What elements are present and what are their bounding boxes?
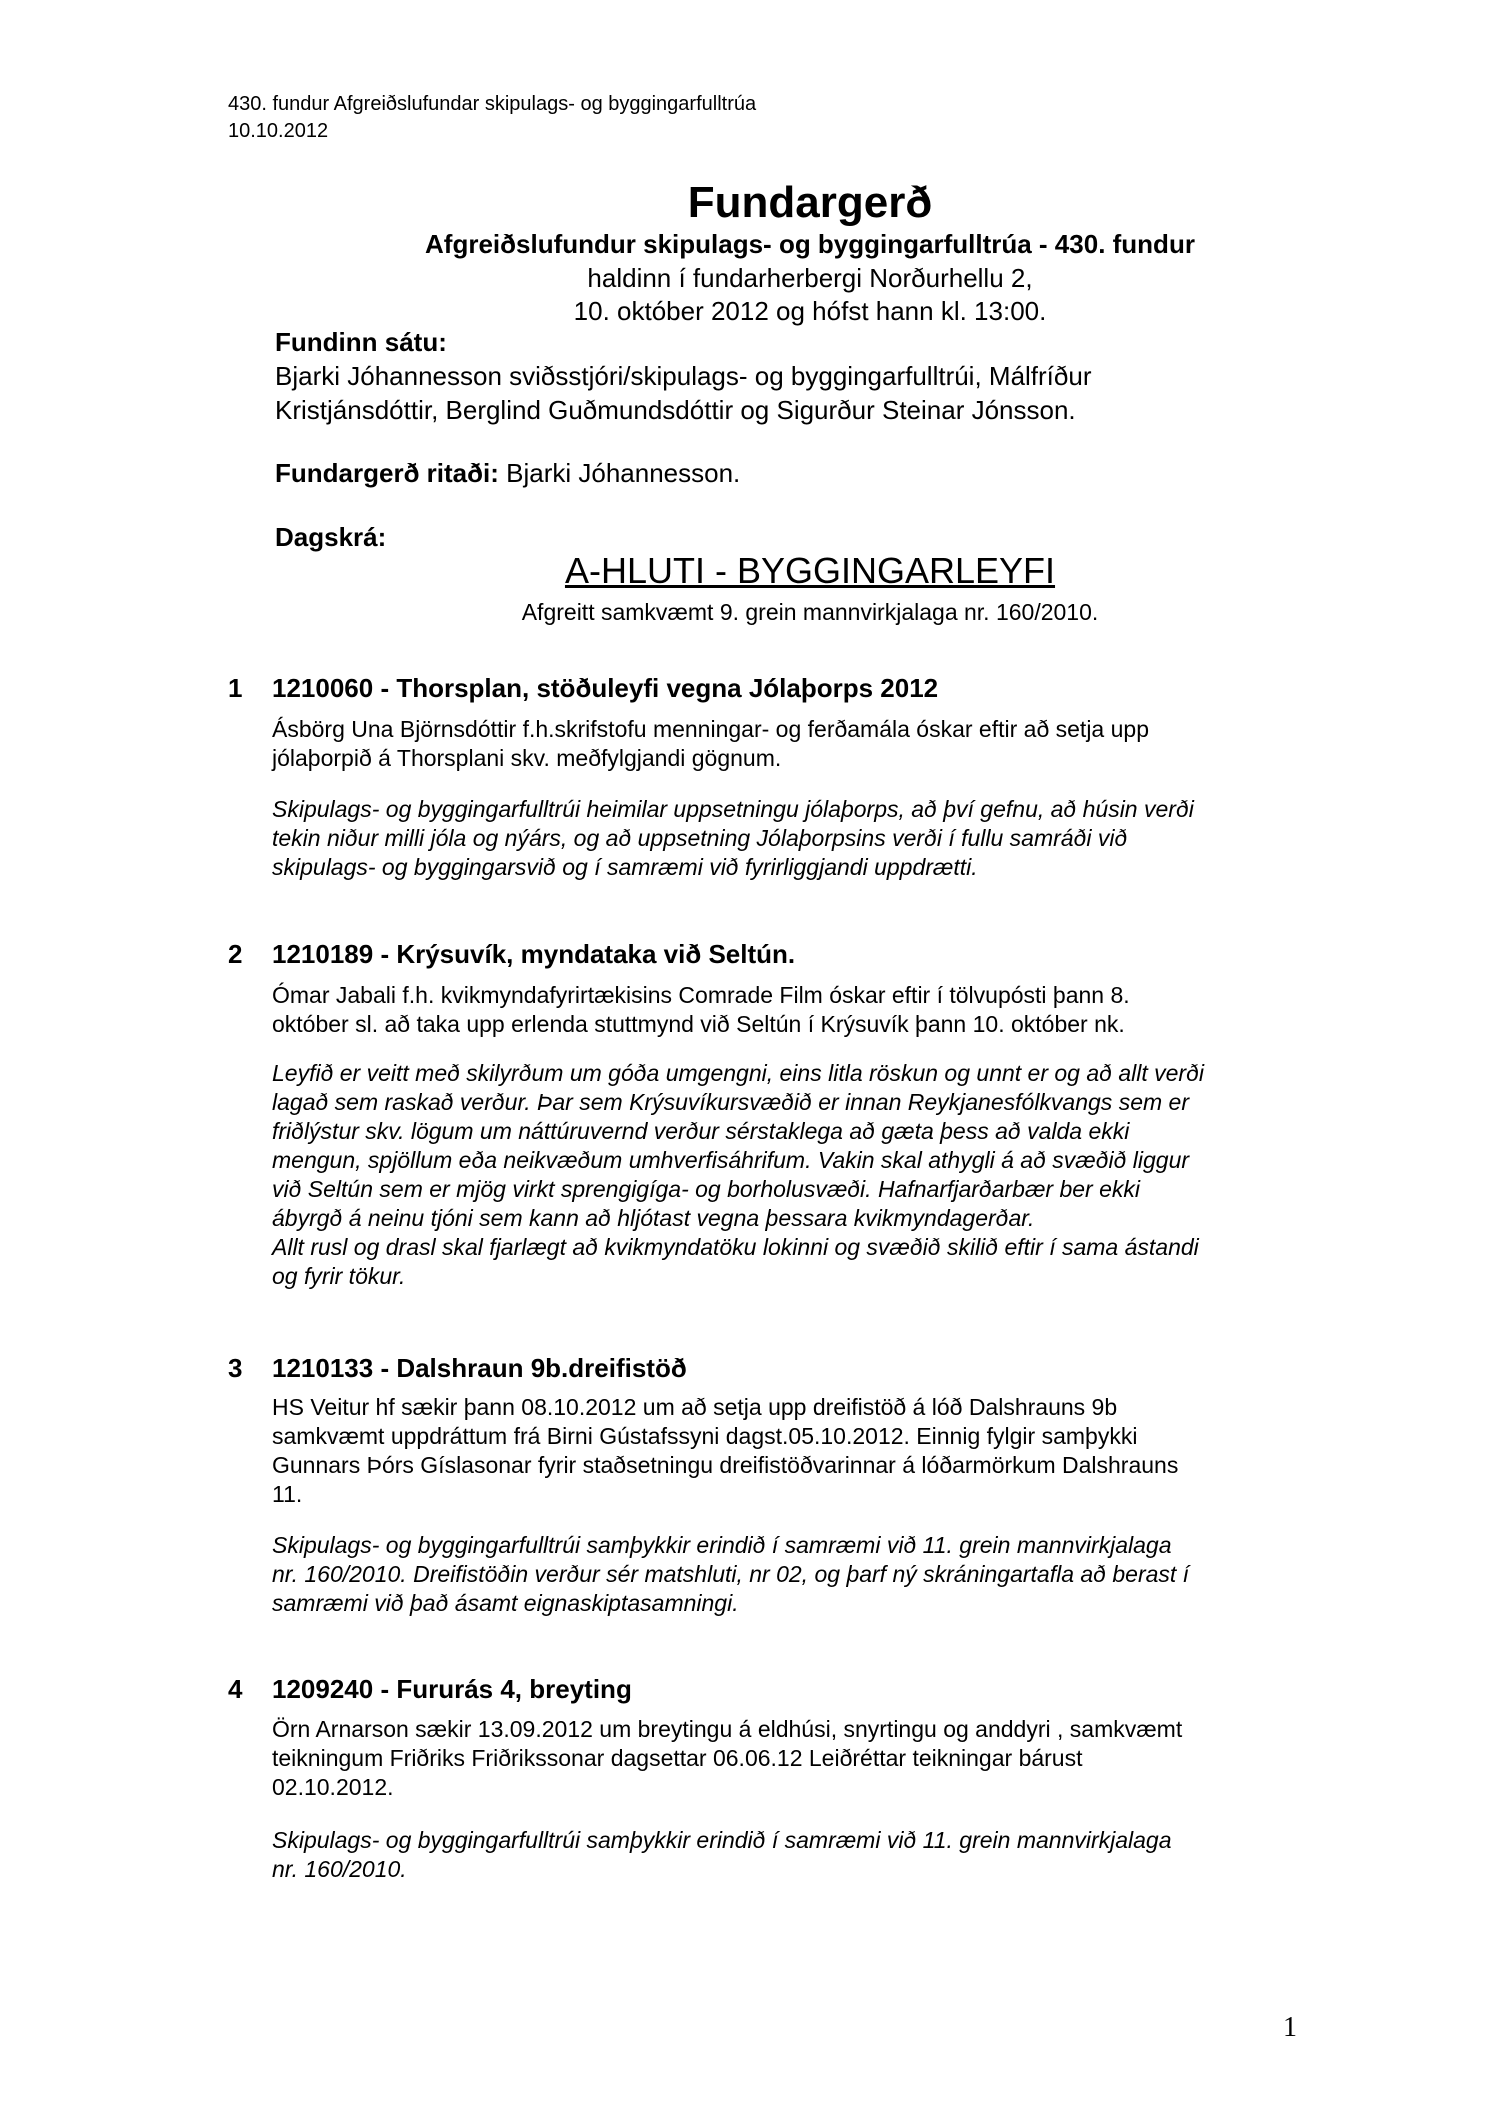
text-line: skipulags- og byggingarsvið og í samræmi við fyrirliggjandi uppdrætti. bbox=[272, 854, 978, 880]
text-line: ábyrgð á neinu tjóni sem kann að hljótast vegna þessara kvikmyndagerðar. bbox=[272, 1205, 1035, 1231]
attendees-block bbox=[275, 325, 1215, 427]
text-line: Örn Arnarson sækir 13.09.2012 um breytingu á eldhúsi, snyrtingu og anddyri , samkvæmt bbox=[272, 1716, 1183, 1742]
item-decision bbox=[272, 795, 1272, 882]
text-line: 02.10.2012. bbox=[272, 1774, 394, 1800]
text-line: Gunnars Þórs Gíslasonar fyrir staðsetningu dreifistöðvarinnar á lóðarmörkum Dalshrauns bbox=[272, 1452, 1179, 1478]
text-line: jólaþorpið á Thorsplani skv. meðfylgjandi gögnum. bbox=[272, 745, 782, 771]
text-line: samræmi við það ásamt eignaskiptasamningi. bbox=[272, 1590, 739, 1616]
item-title: 1210133 - Dalshraun 9b.dreifistöð bbox=[272, 1353, 687, 1383]
text-line: tekin niður milli jóla og nýárs, og að uppsetning Jólaþorpsins verði í fullu samráði við bbox=[272, 825, 1128, 851]
section-heading: A-HLUTI - BYGGINGARLEYFI bbox=[564, 550, 1056, 591]
text-line: nr. 160/2010. bbox=[272, 1856, 407, 1882]
attendees-line: Bjarki Jóhannesson sviðsstjóri/skipulags- og byggingarfulltrúi, Málfríður bbox=[275, 361, 1092, 391]
page-header bbox=[228, 91, 756, 145]
item-title: 1209240 - Fururás 4, breyting bbox=[272, 1674, 632, 1704]
text-line: samkvæmt uppdráttum frá Birni Gústafssyni dagst.05.10.2012. Einnig fylgir samþykki bbox=[272, 1423, 1138, 1449]
text-line: lagað sem raskað verður. Þar sem Krýsuvíkursvæðið er innan Reykjanesfólkvangs sem er bbox=[272, 1089, 1189, 1115]
agenda-label: Dagskrá: bbox=[275, 522, 387, 552]
text-line: og fyrir tökur. bbox=[272, 1263, 406, 1289]
item-number: 3 bbox=[228, 1353, 243, 1383]
item-description bbox=[272, 1393, 1272, 1509]
text-line: mengun, spjöllum eða neikvæðum umhverfisáhrifum. Vakin skal athygli á að svæðið liggur bbox=[272, 1147, 1190, 1173]
item-title: 1210060 - Thorsplan, stöðuleyfi vegna Jólaþorps 2012 bbox=[272, 673, 939, 703]
item-number: 4 bbox=[228, 1674, 243, 1704]
text-line: nr. 160/2010. Dreifistöðin verður sér matshluti, nr 02, og þarf ný skráningartafla að berast í bbox=[272, 1561, 1190, 1587]
text-line: Ásbörg Una Björnsdóttir f.h.skrifstofu menningar- og ferðamála óskar eftir að setja upp bbox=[272, 716, 1149, 742]
text-line: 11. bbox=[272, 1481, 303, 1507]
minutes-by-value: Bjarki Jóhannesson. bbox=[506, 458, 741, 488]
header-meeting-line: 430. fundur Afgreiðslufundar skipulags- og byggingarfulltrúa bbox=[228, 93, 757, 115]
text-line: Skipulags- og byggingarfulltrúi samþykkir erindið í samræmi við 11. grein mannvirkjalaga bbox=[272, 1827, 1172, 1853]
date-line: 10. október 2012 og hófst hann kl. 13:00. bbox=[573, 296, 1047, 326]
text-line: Leyfið er veitt með skilyrðum um góða umgengni, eins litla röskun og unnt er og að allt verði bbox=[272, 1060, 1204, 1086]
section-subheading: Afgreitt samkvæmt 9. grein mannvirkjalaga nr. 160/2010. bbox=[521, 599, 1099, 625]
item-description bbox=[272, 715, 1272, 773]
item-decision bbox=[272, 1531, 1272, 1618]
text-line: teikningum Friðriks Friðrikssonar dagsettar 06.06.12 Leiðréttar teikningar bárust bbox=[272, 1745, 1083, 1771]
header-date: 10.10.2012 bbox=[228, 120, 329, 142]
item-title: 1210189 - Krýsuvík, myndataka við Seltún. bbox=[272, 939, 796, 969]
document-title: Fundargerð bbox=[687, 178, 933, 227]
text-line: Allt rusl og drasl skal fjarlægt að kvikmyndatöku lokinni og svæðið skilið eftir í sama ástandi bbox=[272, 1234, 1199, 1260]
item-description bbox=[272, 1715, 1272, 1802]
text-line: friðlýstur skv. lögum um náttúruvernd verður sérstaklega að gæta þess að valda ekki bbox=[272, 1118, 1130, 1144]
attendees-label: Fundinn sátu: bbox=[275, 327, 447, 357]
document-subtitle: Afgreiðslufundur skipulags- og byggingarfulltrúa - 430. fundur bbox=[425, 229, 1195, 259]
text-line: Skipulags- og byggingarfulltrúi samþykkir erindið í samræmi við 11. grein mannvirkjalaga bbox=[272, 1532, 1172, 1558]
item-decision bbox=[272, 1059, 1272, 1291]
item-decision bbox=[272, 1826, 1272, 1884]
venue-line: haldinn í fundarherbergi Norðurhellu 2, bbox=[587, 263, 1033, 293]
page-number: 1 bbox=[1283, 2012, 1297, 2043]
item-description bbox=[272, 981, 1272, 1039]
text-line: október sl. að taka upp erlenda stuttmynd við Seltún í Krýsuvík þann 10. október nk. bbox=[272, 1011, 1125, 1037]
text-line: Skipulags- og byggingarfulltrúi heimilar uppsetningu jólaþorps, að því gefnu, að húsin verði bbox=[272, 796, 1194, 822]
text-line: við Seltún sem er mjög virkt sprengigíga- og borholusvæði. Hafnarfjarðarbær ber ekki bbox=[272, 1176, 1141, 1202]
text-line: HS Veitur hf sækir þann 08.10.2012 um að setja upp dreifistöð á lóð Dalshrauns 9b bbox=[272, 1394, 1118, 1420]
minutes-by-label: Fundargerð ritaði: bbox=[275, 458, 499, 488]
minutes-by bbox=[275, 456, 1215, 490]
item-number: 1 bbox=[228, 673, 243, 703]
attendees-line: Kristjánsdóttir, Berglind Guðmundsdóttir og Sigurður Steinar Jónsson. bbox=[275, 395, 1076, 425]
item-number: 2 bbox=[228, 939, 243, 969]
text-line: Ómar Jabali f.h. kvikmyndafyrirtækisins Comrade Film óskar eftir í tölvupósti þann 8. bbox=[272, 982, 1130, 1008]
